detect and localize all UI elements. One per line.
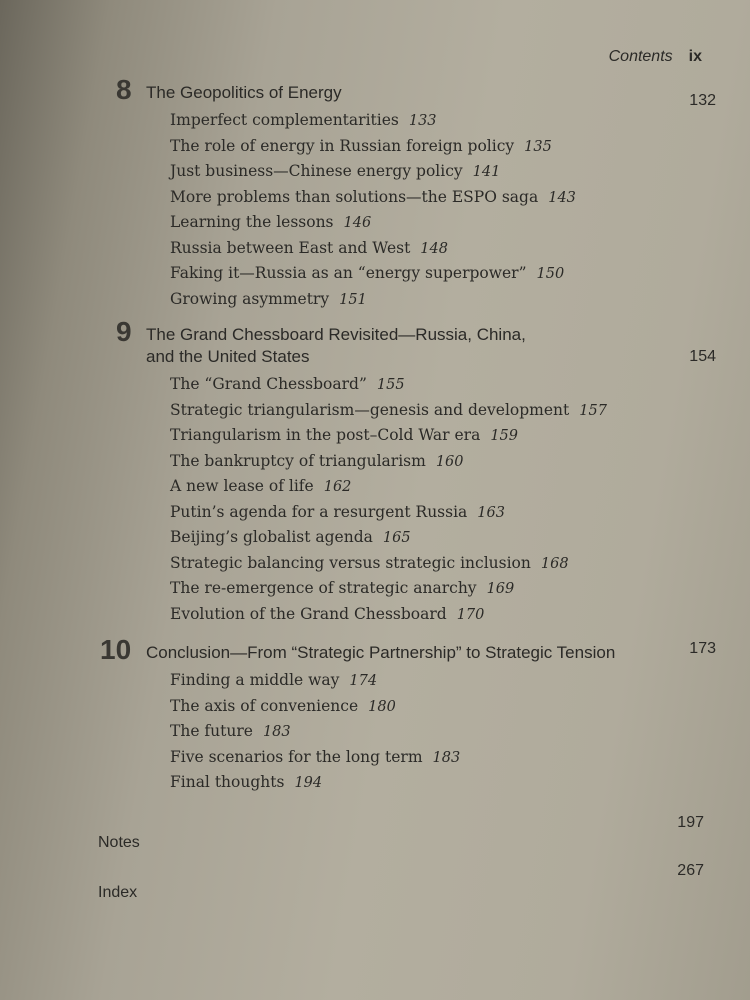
chapter-heading bbox=[116, 74, 716, 109]
chapter-8 bbox=[116, 74, 716, 312]
section-title: Putin’s agenda for a resurgent Russia bbox=[170, 502, 468, 521]
section-entry bbox=[170, 134, 716, 160]
section-title: Beijing’s globalist agenda bbox=[170, 528, 373, 546]
section-title: Triangularism in the post–Cold War era bbox=[170, 426, 481, 444]
section-entry bbox=[170, 770, 716, 796]
section-title: The re-emergence of strategic anarchy bbox=[170, 579, 477, 597]
section-page: 146 bbox=[343, 215, 372, 231]
chapter-title-line-1: The Grand Chessboard Revisited—Russia, China, bbox=[146, 325, 526, 344]
section-page: 170 bbox=[456, 606, 485, 623]
running-head bbox=[609, 48, 702, 66]
section-title: The axis of convenience bbox=[170, 696, 359, 715]
section-entry bbox=[170, 551, 716, 577]
chapter-title: The Geopolitics of Energy bbox=[146, 83, 342, 102]
section-page: 183 bbox=[262, 724, 291, 740]
section-page: 141 bbox=[472, 164, 501, 180]
chapter-10 bbox=[100, 634, 716, 796]
chapter-page-number: 154 bbox=[689, 348, 716, 365]
section-page: 150 bbox=[536, 266, 565, 282]
section-title: Growing asymmetry bbox=[170, 289, 330, 308]
section-entry bbox=[170, 261, 716, 287]
section-entry bbox=[170, 210, 716, 236]
section-entry bbox=[170, 602, 716, 628]
section-title: The bankruptcy of triangularism bbox=[170, 451, 426, 470]
section-title: Learning the lessons bbox=[170, 213, 334, 231]
section-title: Faking it—Russia as an “energy superpower” bbox=[170, 264, 527, 282]
section-page: 155 bbox=[376, 377, 405, 393]
section-page: 135 bbox=[524, 138, 552, 155]
section-entry bbox=[170, 576, 716, 602]
section-entry bbox=[170, 719, 716, 745]
backmatter-index bbox=[98, 862, 704, 902]
backmatter-page-number: 197 bbox=[677, 814, 704, 831]
section-entry bbox=[170, 500, 716, 526]
section-page: 174 bbox=[349, 673, 378, 689]
section-title: Evolution of the Grand Chessboard bbox=[170, 604, 447, 623]
section-title: Five scenarios for the long term bbox=[170, 747, 423, 766]
section-list bbox=[170, 108, 716, 312]
section-page: 159 bbox=[490, 428, 519, 444]
section-entry bbox=[170, 525, 716, 551]
section-title: Russia between East and West bbox=[170, 238, 411, 257]
section-title: Finding a middle way bbox=[170, 671, 340, 689]
section-page: 194 bbox=[294, 775, 323, 791]
section-page: 162 bbox=[323, 479, 352, 495]
section-page: 180 bbox=[368, 698, 396, 715]
section-title: The role of energy in Russian foreign policy bbox=[170, 136, 515, 155]
chapter-page-number: 173 bbox=[689, 640, 716, 657]
section-page: 168 bbox=[540, 555, 569, 572]
section-entry bbox=[170, 287, 716, 313]
section-entry bbox=[170, 398, 716, 424]
chapter-heading bbox=[116, 316, 716, 368]
running-head-title: Contents bbox=[608, 48, 673, 65]
section-entry bbox=[170, 108, 716, 134]
section-page: 143 bbox=[548, 189, 576, 206]
chapter-9 bbox=[116, 316, 716, 627]
section-page: 151 bbox=[339, 291, 367, 308]
section-page: 169 bbox=[486, 581, 515, 597]
section-entry bbox=[170, 159, 716, 185]
section-title: Strategic balancing versus strategic inclusion bbox=[170, 553, 531, 572]
section-entry bbox=[170, 474, 716, 500]
section-title: More problems than solutions—the ESPO saga bbox=[170, 187, 539, 206]
section-entry bbox=[170, 236, 716, 262]
section-page: 163 bbox=[477, 504, 505, 521]
section-entry bbox=[170, 449, 716, 475]
section-title: Just business—Chinese energy policy bbox=[170, 162, 463, 180]
section-title: Strategic triangularism—genesis and development bbox=[170, 400, 570, 419]
backmatter-title: Index bbox=[98, 884, 138, 901]
section-entry bbox=[170, 423, 716, 449]
running-head-page-number: ix bbox=[688, 48, 702, 65]
chapter-number: 10 bbox=[100, 634, 132, 665]
backmatter-page-number: 267 bbox=[677, 862, 704, 879]
section-title: Imperfect complementarities bbox=[170, 111, 399, 129]
section-entry bbox=[170, 694, 716, 720]
section-page: 157 bbox=[579, 402, 607, 419]
chapter-title-line-2: and the United States bbox=[146, 347, 310, 366]
section-entry bbox=[170, 185, 716, 211]
section-title: A new lease of life bbox=[170, 477, 314, 495]
backmatter-notes bbox=[98, 814, 704, 852]
section-entry bbox=[170, 745, 716, 771]
section-list bbox=[170, 668, 716, 796]
section-title: The “Grand Chessboard” bbox=[170, 375, 367, 393]
section-page: 165 bbox=[382, 530, 411, 546]
chapter-title: Conclusion—From “Strategic Partnership” to Strategic Tension bbox=[146, 643, 616, 662]
chapter-number: 9 bbox=[116, 316, 132, 347]
section-page: 160 bbox=[435, 453, 464, 470]
section-page: 133 bbox=[408, 113, 437, 129]
section-entry bbox=[170, 668, 716, 694]
chapter-page-number: 132 bbox=[689, 92, 716, 109]
section-list bbox=[170, 372, 716, 627]
chapter-heading bbox=[100, 634, 716, 665]
backmatter-title: Notes bbox=[98, 834, 140, 851]
section-page: 148 bbox=[420, 240, 448, 257]
section-entry bbox=[170, 372, 716, 398]
section-title: The future bbox=[170, 722, 253, 740]
section-page: 183 bbox=[432, 749, 461, 766]
chapter-number: 8 bbox=[116, 74, 132, 105]
section-title: Final thoughts bbox=[170, 773, 285, 791]
